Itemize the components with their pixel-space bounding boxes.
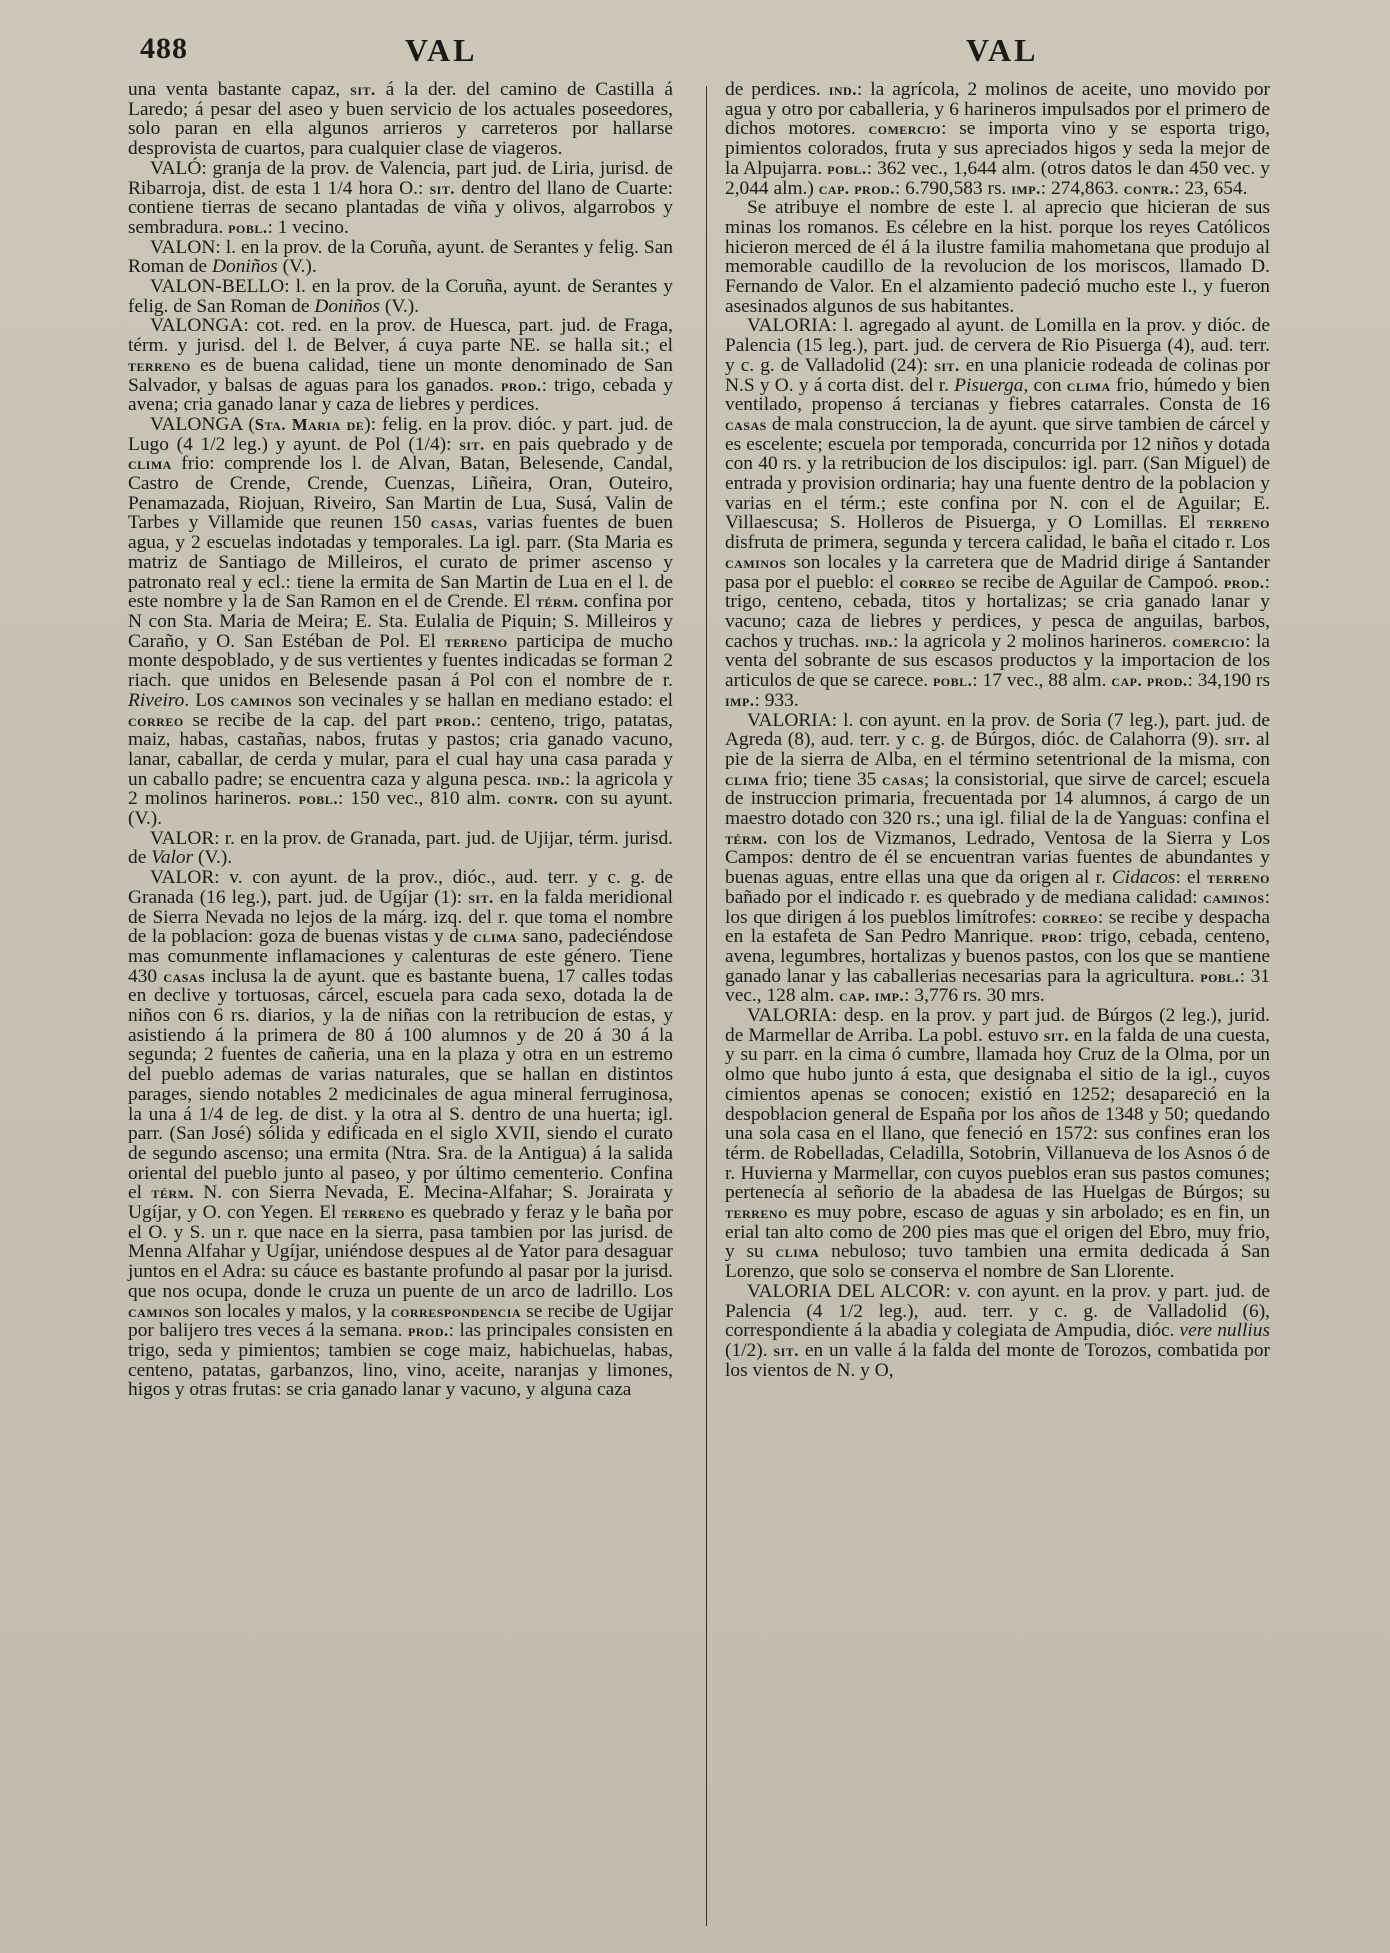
entry-paragraph: de perdices. ind.: la agrícola, 2 molinos de aceite, uno movido por agua y otro por caballeria, y 6 harineros impulsados por el primero de dichos motores. comercio: se importa vino y se esporta trigo, pimientos colorados, fruta y sus apreciados higos y seda la mejor de la Alpujarra. pobl.: 362 vec., 1,644 alm. (otros datos le dan 450 vec. y 2,044 alm.) cap. prod.: 6.790,583 rs. imp.: 274,863. contr.: 23, 654. xyxy=(725,79,1271,199)
entry-paragraph: VALONGA (Sta. Maria de): felig. en la prov. dióc. y part. jud. de Lugo (4 1/2 leg.) y ayunt. de Pol (1/4): sit. en pais quebrado y de clima frio: comprende los l. de Alvan, Batan, Belesende, Candal, Castro de Crende, Crende, Cuenzas, Liñeira, Oran, Outeiro, Penamazada, Riojuan, Riveiro, San Martin de Lua, Susá, Valin de Tarbes y Villamide que reunen 150 casas, varias fuentes de buen agua, y 2 escuelas indotadas y temporales. La igl. parr. (Sta Maria es matriz de Santiago de Milleiros, el curato de primer ascenso y patronato real y ecl.: tiene la ermita de San Martin de Lua en el l. de este nombre y la de San Ramon en el de Crende. El térm. confina por N con Sta. Maria de Meira; E. Sta. Eulalia de Piquin; S. Milleiros y Caraño, y O. San Estéban de Pol. El terreno participa de mucho monte despoblado, y de sus vertientes y fuentes indicadas se forman 2 riach. que unidos en Belesende pasan á Pol con el nombre de r. Riveiro. Los caminos son vecinales y se hallan en mediano estado: el correo se recibe de la cap. del part prod.: centeno, trigo, patatas, maiz, habas, castañas, nabos, frutas y pastos; cria ganado vacuno, lanar, caballar, de cerda y mular, para el cual hay una casa parada y un caballo padre; se encuentra caza y alguna pesca. ind.: la agricola y 2 molinos harineros. pobl.: 150 vec., 810 alm. contr. con su ayunt. (V.). xyxy=(128,413,674,830)
right-column xyxy=(725,80,1270,1380)
entry-paragraph: VALOR: v. con ayunt. de la prov., dióc., aud. terr. y c. g. de Granada (16 leg.), part. jud. de Ugíjar (1): sit. en la falda meridional de Sierra Nevada no lejos de la márg. izq. del r. que toma el nombre de la poblacion: goza de buenas vistas y de clima sano, padeciéndose mas comunmente inflamaciones y calenturas de este género. Tiene 430 casas inclusa la de ayunt. que es bastante buena, 17 calles todas en declive y tortuosas, cárcel, escuela para cada sexo, dotada la de niños con 6 rs. diarios, y la de niñas con la retribucion de estas, y asistiendo á la primera de 80 á 100 alumnos y de 20 á 30 á la segunda; 2 fuentes de cañeria, una en la plaza y otra en un estremo del pueblo ademas de varias naturales, que se hallan en distintos parages, siendo notables 2 medicinales de agua mineral ferruginosa, la una á 1/4 de leg. de dist. y la otra al S. dentro de una huerta; igl. parr. (San José) sólida y edificada en el siglo XVII, siendo el curato de segundo ascenso; una ermita (Ntra. Sra. de la Antigua) á la salida oriental del pueblo junto al paseo, y por último cementerio. Confina el térm. N. con Sierra Nevada, E. Mecina-Alfahar; S. Jorairata y Ugíjar, y O. con Yegen. El terreno es quebrado y feraz y le baña por el O. y S. un r. que nace en la sierra, pasa tambien por las jurisd. de Menna Alfahar y Ugíjar, uniéndose despues al de Yator para desaguar juntos en el Adra: su cáuce es bastante profundo al pasar por la jurisd. que nos ocupa, donde le cruza un puente de un arco de ladrillo. Los caminos son locales y malos, y la correspondencia se recibe de Ugijar por balijero tres veces á la semana. prod.: las principales consisten en trigo, seda y pimientos; tambien se coge maiz, habichuelas, habas, centeno, patatas, garbanzos, lino, vino, aceite, naranjas y limones, higos y otras frutas: se cria ganado lanar y vacuno, y alguna caza xyxy=(128,867,674,1401)
entry-paragraph: VALORIA: desp. en la prov. y part jud. de Búrgos (2 leg.), jurid. de Marmellar de Arriba. La pobl. estuvo sit. en la falda de una cuesta, y su parr. en la cima ó cumbre, llamada hoy Cruz de la Olma, por un olmo que hubo junto á esta, que designaba el sitio de la igl., cuyos cimientos apenas se conocen; existió en 1252; desapareció en la despoblacion general de España por los años de 1348 y 50; quedando una sola casa en el llano, que feneció en 1572: sus confines eran los térm. de Robelladas, Celadilla, Sotobrin, Villanueva de los Asnos ó de r. Huvierna y Marmellar, con cuyos pueblos eran sus pastos comunes; pertenecía al señorio de la abadesa de las Huelgas de Búrgos; su terreno es muy pobre, escaso de aguas y sin arbolado; es en fin, un erial tan alto como de 200 pies mas que el origen del Ebro, muy frio, y su clima nebuloso; tuvo tambien una ermita dedicada á San Lorenzo, que solo se conserva el nombre de San Llorente. xyxy=(725,1005,1271,1283)
entry-paragraph: VALORIA DEL ALCOR: v. con ayunt. en la prov. y part. jud. de Palencia (4 1/2 leg.), aud. terr. y c. g. de Valladolid (6), correspondiente á la abadia y colegiata de Ampudia, dióc. vere nullius (1/2). sit. en un valle á la falda del monte de Torozos, combatida por los vientos de N. y O, xyxy=(725,1280,1270,1381)
entry-paragraph: VALON-BELLO: l. en la prov. de la Coruña, ayunt. de Serantes y felig. de San Roman de Doniños (V.). xyxy=(128,276,673,317)
entry-paragraph: VALORIA: l. con ayunt. en la prov. de Soria (7 leg.), part. jud. de Agreda (8), aud. terr. y c. g. de Búrgos, dióc. de Calahorra (9). sit. al pie de la sierra de Alba, en el término setentrional de la misma, con clima frio; tiene 35 casas; la consistorial, que sirve de carcel; escuela de instruccion primaria, frecuentada por 14 alumnos, á cargo de un maestro dotado con 320 rs.; una igl. filial de la de Yanguas: confina el térm. con los de Vizmanos, Ledrado, Ventosa de la Sierra y Los Campos: dentro de él se encuentran varias fuentes de abundantes y buenas aguas, entre ellas una que da origen al r. Cidacos: el terreno bañado por el indicado r. es quebrado y de mediana calidad: caminos: los que dirigen á los pueblos limítrofes: correo: se recibe y despacha en la estafeta de San Pedro Manrique. prod: trigo, cebada, centeno, avena, legumbres, hortalizas y buenos pastos, con los que se mantiene ganado lanar y las caballerias necesarias para la agricultura. pobl.: 31 vec., 128 alm. cap. imp.: 3,776 rs. 30 mrs. xyxy=(725,709,1270,1007)
entry-paragraph: Se atribuye el nombre de este l. al aprecio que hicieran de sus minas los romanos. Es célebre en la hist. porque los reyes Católicos hicieron merced de él á la ilustre familia mahometana que produjo al memorable caudillo de la revolucion de los moriscos, llamado D. Fernando de Valor. En el alzamiento padeció mucho este l., y fueron asesinados algunos de sus habitantes. xyxy=(725,197,1270,317)
entry-paragraph: VALÓ: granja de la prov. de Valencia, part jud. de Liria, jurisd. de Ribarroja, dist. de esta 1 1/4 hora O.: sit. dentro del llano de Cuarte: contiene tierras de secano plantadas de viña y olivos, algarrobos y sembradura. pobl.: 1 vecino. xyxy=(128,157,673,238)
entry-paragraph: una venta bastante capaz, sit. á la der. del camino de Castilla á Laredo; á pesar del aseo y buen servicio de los actuales poseedores, solo paran en ella algunos arrieros y carreteros por hallarse desprovista de cuartos, para cualquier clase de viageros. xyxy=(128,79,673,160)
entry-paragraph: VALONGA: cot. red. en la prov. de Huesca, part. jud. de Fraga, térm. y jurisd. del l. de Belver, á cuya parte NE. se halla sit.; el terreno es de buena calidad, tiene un monte denominado de San Salvador, y balsas de aguas para los ganados. prod.: trigo, cebada y avena; cria ganado lanar y caza de liebres y perdices. xyxy=(128,315,673,416)
running-head-left: VAL xyxy=(405,32,478,68)
page-header xyxy=(0,28,1390,76)
left-column xyxy=(128,80,673,1400)
entry-paragraph: VALORIA: l. agregado al ayunt. de Lomilla en la prov. y dióc. de Palencia (15 leg.), part. jud. de cervera de Rio Pisuerga (4), aud. terr. y c. g. de Valladolid (24): sit. en una planicie rodeada de colinas por N.S y O. y á corta dist. del r. Pisuerga, con clima frio, húmedo y bien ventilado, propenso á tercianas y fiebres catarrales. Consta de 16 casas de mala construccion, la de ayunt. que sirve tambien de cárcel y es escelente; escuela por temporada, concurrida por 12 niños y dotada con 40 rs. y la retribucion de los discipulos: igl. parr. (San Miguel) de entrada y provision ordinaria; hay una fuente dentro de la poblacion y varias en el térm.; este confina por N. con el de Aguilar; E. Villaescusa; S. Holleros de Pisuerga, y O Lomillas. El terreno disfruta de primera, segunda y tercera calidad, le baña el citado r. Los caminos son locales y la carretera que de Madrid dirige á Santander pasa por el pueblo: el correo se recibe de Aguilar de Campoó. prod.: trigo, centeno, cebada, titos y hortalizas; se cria ganado lanar y vacuno; caza de liebres y perdices, y pesca de anguilas, barbos, cachos y truchas. ind.: la agricola y 2 molinos harineros. comercio: la venta del sobrante de sus escasos productos y la importacion de los articulos de que se carece. pobl.: 17 vec., 88 alm. cap. prod.: 34,190 rs imp.: 933. xyxy=(725,315,1271,711)
column-divider xyxy=(706,86,707,1926)
entry-paragraph: VALOR: r. en la prov. de Granada, part. jud. de Ujijar, térm. jurisd. de Valor (V.). xyxy=(128,827,673,869)
entry-paragraph: VALON: l. en la prov. de la Coruña, ayunt. de Serantes y felig. San Roman de Doniños (V.). xyxy=(128,236,673,278)
running-head-right: VAL xyxy=(966,32,1039,68)
page-number: 488 xyxy=(140,32,188,65)
